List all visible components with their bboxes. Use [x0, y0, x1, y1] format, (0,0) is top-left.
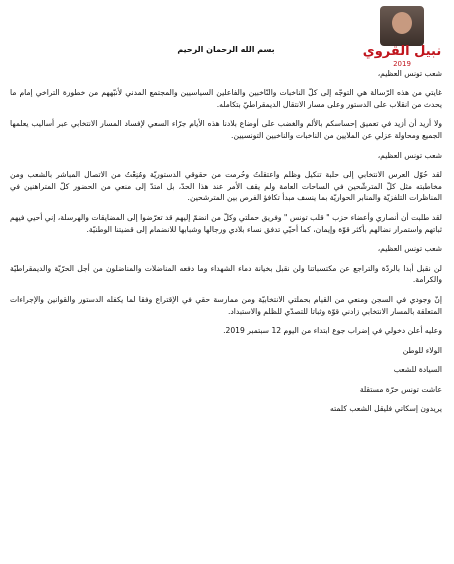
- salutation: شعب تونس العظيم،: [377, 150, 442, 160]
- closing-line: الولاء للوطن: [402, 345, 442, 355]
- paragraph: لقد حُوّل العرس الانتخابي إلى حلبة تنكيل وظلم واعتقلتُ وحُرمت من حقوقي الدستوريّة ومُنِعْتُ من الاتصال المباشر بالشعب ومن مخاطبته مثل كلّ المترشّحين في الساحات العامة ولم يقف الأمر عند هذا الحدّ، بل امتدّ إلى منعي من الحضور كلّ المتراهنين في المناظرات التلفزيّة والمنابر الحواريّة بما ينسف مبدأ تكافؤ الفرص بين المترشحين.: [10, 170, 442, 203]
- closing-line: عاشت تونس حرّة مستقلة: [359, 384, 442, 394]
- closing-line: السيادة للشعب: [393, 365, 442, 375]
- paragraph: وعليه أعلن دخولي في إضراب جوع ابتداء من اليوم 12 سبتمبر 2019.: [223, 326, 442, 336]
- paragraph: لن نقبل أبدا بالردّة والتراجع عن مكتسباتنا ولن نقبل بخيانة دماء الشهداء وما دفعه المناضلات والمناضلون من أجل الحرّيّة والديمقراطيّة والكرامة.: [10, 263, 442, 285]
- salutation: شعب تونس العظيم،: [377, 244, 442, 254]
- letter-title: بسم الله الرحمان الرحيم: [177, 45, 275, 54]
- closing-line: يريدون إسكاتي فليقل الشعب كلمته: [330, 404, 442, 414]
- logo-name: نبيل القروي: [362, 44, 442, 59]
- paragraph: غايتي من هذه الرّسالة هي التوجّه إلى كلّ الناخبات والنّاخبين والفاعلين السياسيين والمجتمع المدني لأنبّههم من خطورة التراخي إمام ما يحدث من انقلاب على الدستور وعلى مسار الانتقال الديمقراطيّ بتكامله.: [10, 88, 442, 109]
- salutation: شعب تونس العظيم،: [377, 68, 442, 78]
- paragraph: لقد طلبت أن أنصاري وأعضاء حزب " قلب تونس " وفريق حملتي وكلّ من انضمّ إليهم قد تعرّضوا إلى المضايقات والهرسلة، إني أحيي فيهم ثباتهم واستمرار نضالهم بأكثر قوّة وإيمان، كما أحيّي تدفق نساء بلادي ورجالها وشبابها للانضمام إلى قضيتنا الوطنيّة.: [10, 212, 442, 234]
- letter-body: [10, 40, 442, 423]
- paragraph: ولا أريد أن أزيد في تعميق إحساسكم بالألم والغضب على أوضاع بلادنا هذه الأيام جرّاء السعي لإفساد المسار الانتخابي عبر أساليب يعلمها الجميع ومحاولة عزلي عن الملايين من الناخبات والناخبين التونسيين.: [10, 119, 442, 140]
- logo-year: 2019: [393, 60, 411, 68]
- paragraph: إنّ وجودي في السجن ومنعي من القيام بحملتي الانتخابيّة ومن ممارسة حقي في الإقتراع وفقا لما يكفله الدستور والقوانين والإجراءات المتعلقة بالمسار الانتخابي زادني قوّة وثباتا للتصدّي للظلم والاستبداد.: [10, 294, 442, 316]
